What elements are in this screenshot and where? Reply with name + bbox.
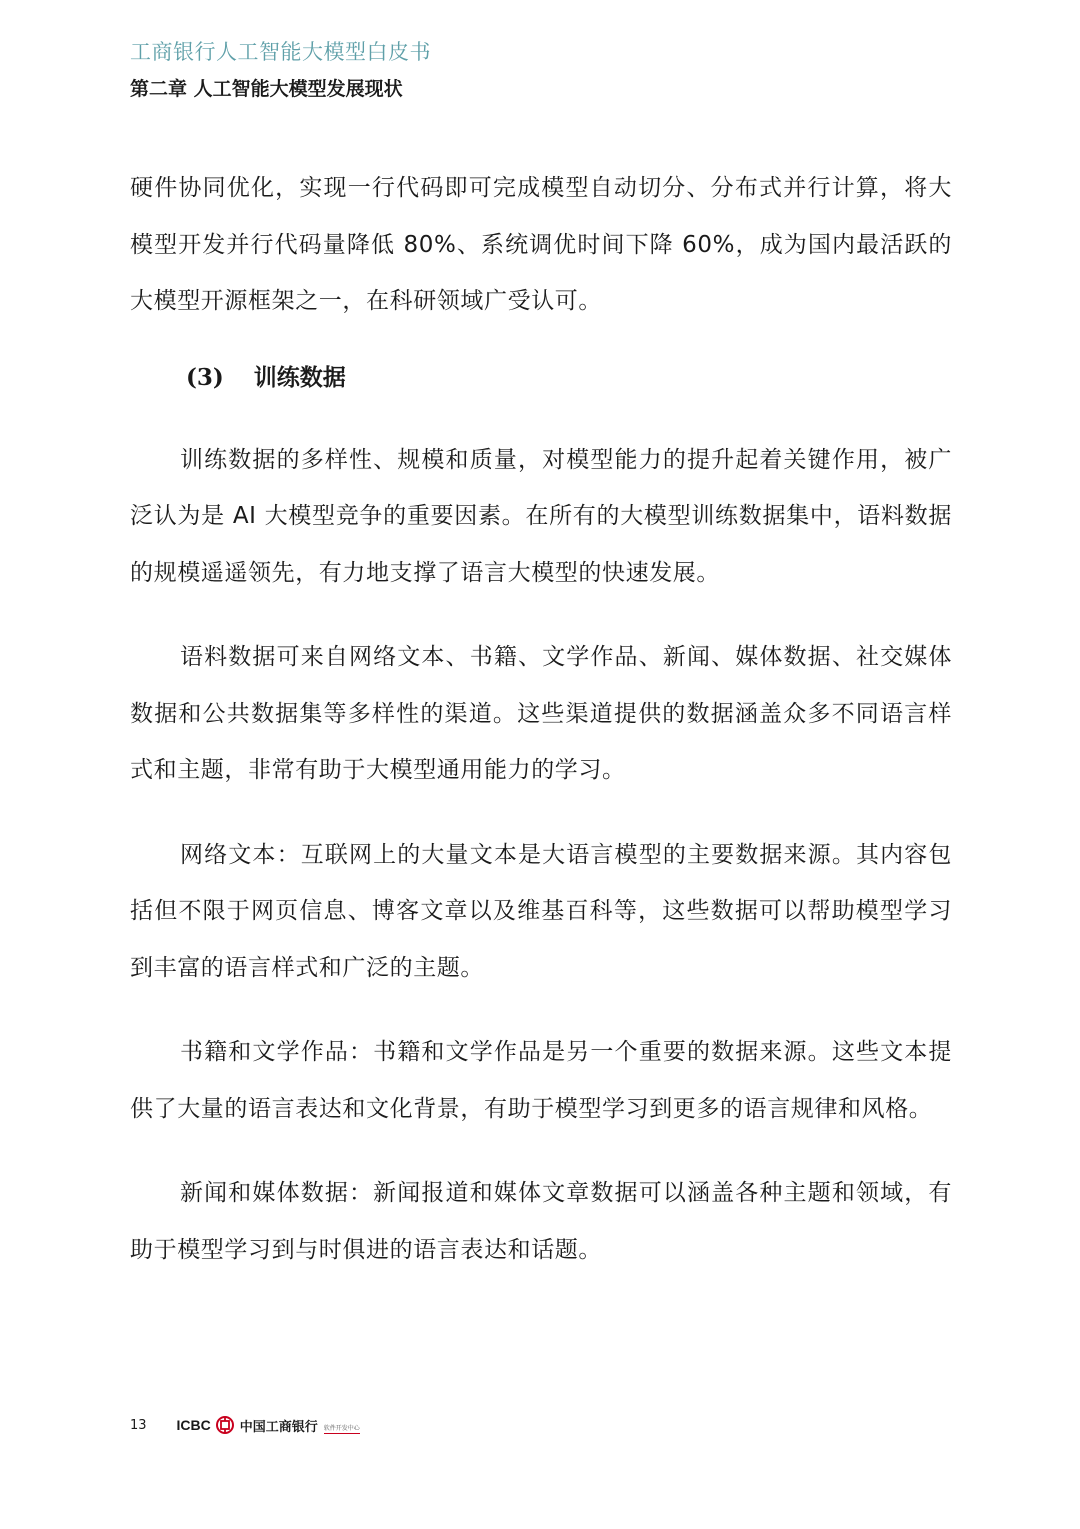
bank-name: 中国工商银行 [239, 1419, 318, 1435]
document-title: 工商银行人工智能大模型白皮书 [130, 40, 431, 64]
paragraph: 语料数据可来自网络文本、书籍、文学作品、新闻、媒体数据、社交媒体数据和公共数据集等多样性的渠道。这些渠道提供的数据涵盖众多不同语言样式和主题，非常有助于大模型通用能力的学习。 [130, 644, 952, 783]
section-title: 训练数据 [253, 364, 346, 391]
department-name: 软件开发中心 [323, 1424, 360, 1432]
page-number: 13 [130, 1417, 147, 1433]
paragraph: 网络文本：互联网上的大量文本是大语言模型的主要数据来源。其内容包括但不限于网页信息、博客文章以及维基百科等，这些数据可以帮助模型学习到丰富的语言样式和广泛的主题。 [130, 841, 952, 981]
section-heading [186, 358, 952, 398]
chapter-title: 第二章 人工智能大模型发展现状 [130, 78, 403, 100]
paragraph: 训练数据的多样性、规模和质量，对模型能力的提升起着关键作用，被广泛认为是 AI 大模型竞争的重要因素。在所有的大模型训练数据集中，语料数据的规模遥遥领先，有力地支撑了语言大模型的快速发展。 [130, 446, 952, 586]
paragraph-intro: 硬件协同优化，实现一行代码即可完成模型自动切分、分布式并行计算，将大模型开发并行代码量降低 80%、系统调优时间下降 60%，成为国内最活跃的大模型开源框架之一，在科研领域广受认可。 [130, 175, 952, 314]
main-content [130, 160, 952, 1306]
page-footer [130, 1413, 360, 1437]
icbc-wordmark: ICBC [176, 1417, 211, 1433]
paragraph: 书籍和文学作品：书籍和文学作品是另一个重要的数据来源。这些文本提供了大量的语言表达和文化背景，有助于模型学习到更多的语言规律和风格。 [130, 1039, 952, 1122]
section-number: (3) [186, 363, 224, 391]
icbc-logo-icon [216, 1416, 234, 1434]
paragraph: 新闻和媒体数据：新闻报道和媒体文章数据可以涵盖各种主题和领域，有助于模型学习到与时俱进的语言表达和话题。 [130, 1180, 952, 1263]
